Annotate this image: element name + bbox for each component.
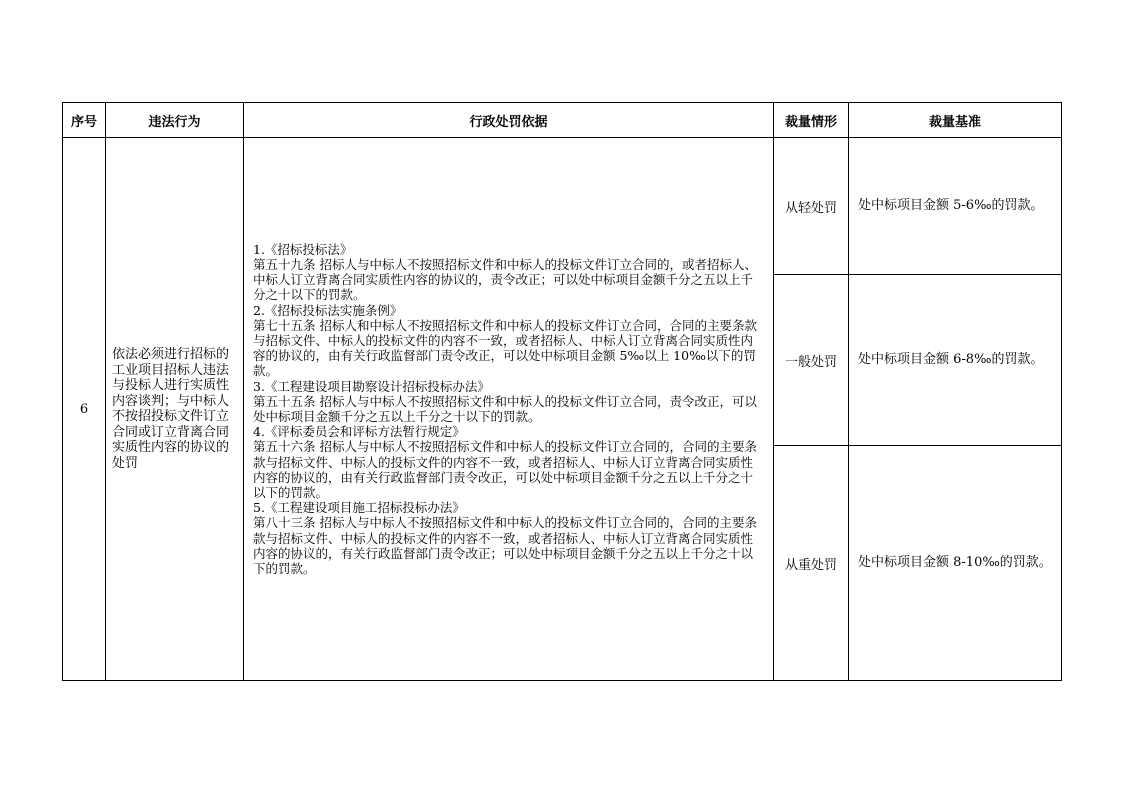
basis-law-5-title: 5.《工程建设项目施工招标投标办法》 [253,500,465,516]
basis-law-2-title: 2.《招标投标法实施条例》 [253,302,403,318]
penalty-basis [244,138,774,681]
basis-law-1-title: 1.《招标投标法》 [253,241,353,257]
standard-lenient: 处中标项目金额 5-6‰的罚款。 [849,138,1062,275]
basis-law-1-article: 第五十九条 招标人与中标人不按照招标文件和中标人的投标文件订立合同的，或者招标人、中标人订立背离合同实质性内容的协议的，责令改正；可以处中标项目金额千分之五以上千分之十以下的罚款。 [253,256,757,303]
header-row [63,103,1062,138]
table-row [63,138,1062,275]
basis-law-4-title: 4.《评标委员会和评标方法暂行规定》 [253,424,465,440]
penalty-discretion-table [62,102,1062,681]
basis-law-5-article: 第八十三条 招标人与中标人不按照招标文件和中标人的投标文件订立合同的，合同的主要条款与招标文件、中标人的投标文件的内容不一致，或者招标人、中标人订立背离合同实质性内容的协议的，有关行政监督部门责令改正；可以处中标项目金额千分之五以上千分之十以下的罚款。 [253,515,757,577]
basis-law-3-title: 3.《工程建设项目勘察设计招标投标办法》 [253,378,490,394]
basis-law-2-article: 第七十五条 招标人和中标人不按照招标文件和中标人的投标文件订立合同，合同的主要条款与招标文件、中标人的投标文件的内容不一致，或者招标人、中标人订立背离合同实质性内容的协议的，由有关行政监督部门责令改正，可以处中标项目金额 5‰以上 10‰以下的罚款。 [253,317,757,379]
header-seq: 序号 [63,103,106,138]
basis-law-3-article: 第五十五条 招标人与中标人不按照招标文件和中标人的投标文件订立合同，责令改正，可以处中标项目金额千分之五以上千分之十以下的罚款。 [253,393,757,424]
basis-law-4-article: 第五十六条 招标人与中标人不按照招标文件和中标人的投标文件订立合同的，合同的主要条款与招标文件、中标人的投标文件的内容不一致，或者招标人、中标人订立背离合同实质性内容的协议的，由有关行政监督部门责令改正，可以处中标项目金额千分之五以上千分之十以下的罚款。 [253,439,757,501]
level-general: 一般处罚 [774,275,849,446]
level-lenient: 从轻处罚 [774,138,849,275]
level-severe: 从重处罚 [774,446,849,681]
header-level: 裁量情形 [774,103,849,138]
violation-description: 依法必须进行招标的工业项目招标人违法与投标人进行实质性内容谈判；与中标人不按招投标文件订立合同或订立背离合同实质性内容的协议的处罚 [106,138,244,681]
seq-number: 6 [63,138,106,681]
header-standard: 裁量基准 [849,103,1062,138]
standard-general: 处中标项目金额 6-8‰的罚款。 [849,275,1062,446]
header-violation: 违法行为 [106,103,244,138]
header-basis: 行政处罚依据 [244,103,774,138]
standard-severe: 处中标项目金额 8-10‰的罚款。 [849,446,1062,681]
